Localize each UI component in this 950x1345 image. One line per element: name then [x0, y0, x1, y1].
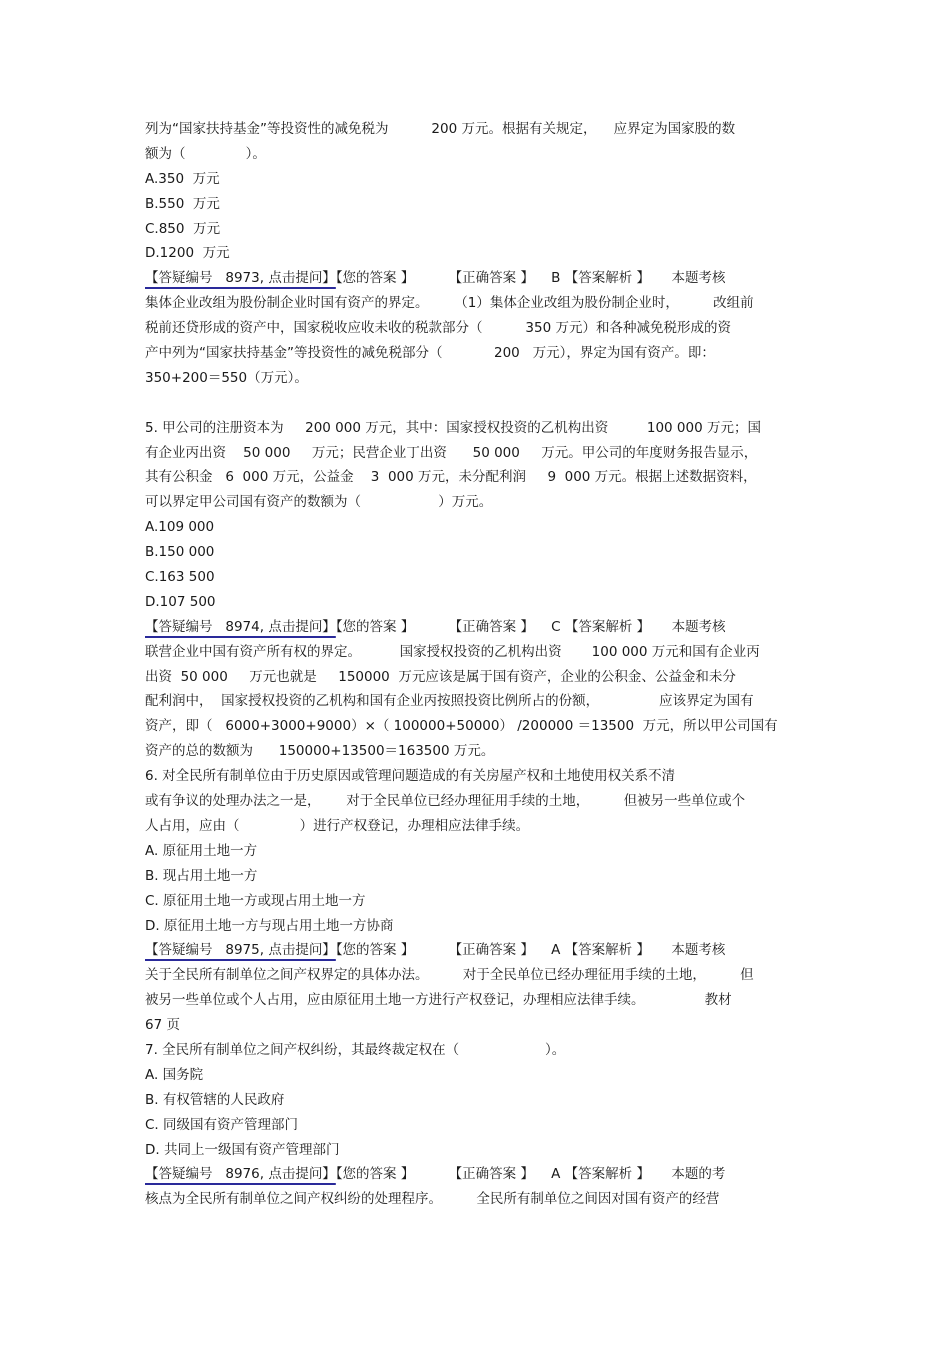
question-7-line: 7. 全民所有制单位之间产权纠纷，其最终裁定权在（ ）。	[145, 1041, 566, 1058]
option-d: D. 原征用土地一方与现占用土地一方协商	[145, 917, 394, 934]
answer-labels: 【您的答案 】 【正确答案 】 B 【答案解析 】 本题考核	[335, 270, 726, 287]
option-b: B. 现占用土地一方	[145, 867, 258, 884]
explanation-line: 资产，即（ 6000+3000+9000）×（ 100000+50000） /200000 ＝13500 万元，所以甲公司国有	[145, 718, 778, 735]
explanation-line: 67 页	[145, 1017, 180, 1034]
option-a: A. 国务院	[145, 1066, 204, 1083]
blank-line	[145, 391, 810, 416]
answer-bar	[145, 1162, 810, 1187]
answer-labels: 【您的答案 】 【正确答案 】 A 【答案解析 】 本题的考	[335, 1166, 726, 1183]
answer-labels: 【您的答案 】 【正确答案 】 C 【答案解析 】 本题考核	[335, 618, 726, 635]
explanation-line: 被另一些单位或个人占用，应由原征用土地一方进行产权登记，办理相应法律手续。 教材	[145, 992, 732, 1009]
document-body	[145, 117, 810, 1212]
text-line: 列为“国家扶持基金”等投资性的减免税为 200 万元。根据有关规定， 应界定为国家股的数	[145, 121, 736, 137]
explanation-line: 关于全民所有制单位之间产权界定的具体办法。 对于全民单位已经办理征用手续的土地， 但	[145, 967, 754, 984]
option-b: B. 有权管辖的人民政府	[145, 1091, 285, 1108]
question-5-line: 5. 甲公司的注册资本为 200 000 万元，其中：国家授权投资的乙机构出资 100 000 万元；国	[145, 419, 761, 436]
question-6-line: 人占用，应由（ ）进行产权登记，办理相应法律手续。	[145, 817, 530, 834]
explanation-line: 配利润中， 国家授权投资的乙机构和国有企业丙按照投资比例所占的份额， 应该界定为国有	[145, 693, 754, 710]
option-a: A.350 万元	[145, 170, 220, 187]
answer-bar	[145, 266, 810, 291]
explanation-line: 产中列为“国家扶持基金”等投资性的减免税部分（ 200 万元），界定为国有资产。即：	[145, 345, 715, 362]
option-a: A. 原征用土地一方	[145, 842, 258, 859]
explanation-line: 出资 50 000 万元也就是 150000 万元应该是属于国有资产，企业的公积金、公益金和未分	[145, 668, 736, 685]
option-c: C.850 万元	[145, 220, 221, 237]
explanation-line: 税前还贷形成的资产中，国家税收应收未收的税款部分（ 350 万元）和各种减免税形成的资	[145, 320, 731, 337]
question-6-line: 或有争议的处理办法之一是， 对于全民单位已经办理征用手续的土地， 但被另一些单位或个	[145, 793, 746, 810]
question-link-8976[interactable]: 【答疑编号 8976, 点击提问】	[145, 1166, 336, 1183]
option-b: B.150 000	[145, 544, 215, 561]
question-5-line: 有企业丙出资 50 000 万元；民营企业丁出资 50 000 万元。甲公司的年度财务报告显示，	[145, 444, 758, 461]
question-5-line: 其有公积金 6 000 万元，公益金 3 000 万元，未分配利润 9 000 万元。根据上述数据资料，	[145, 469, 757, 486]
explanation-line: 350+200＝550（万元）。	[145, 369, 308, 386]
option-d: D.1200 万元	[145, 245, 230, 262]
explanation-line: 资产的总的数额为 150000+13500＝163500 万元。	[145, 743, 495, 760]
option-a: A.109 000	[145, 519, 215, 536]
explanation-line: 集体企业改组为股份制企业时国有资产的界定。 （1）集体企业改组为股份制企业时， 改组前	[145, 295, 754, 312]
answer-labels: 【您的答案 】 【正确答案 】 A 【答案解析 】 本题考核	[335, 942, 726, 959]
explanation-line: 联营企业中国有资产所有权的界定。 国家授权投资的乙机构出资 100 000 万元和国有企业丙	[145, 643, 760, 660]
option-c: C. 同级国有资产管理部门	[145, 1116, 299, 1133]
option-c: C. 原征用土地一方或现占用土地一方	[145, 892, 366, 909]
question-6-line: 6. 对全民所有制单位由于历史原因或管理问题造成的有关房屋产权和土地使用权关系不清	[145, 768, 676, 785]
option-c: C.163 500	[145, 569, 215, 586]
option-d: D. 共同上一级国有资产管理部门	[145, 1141, 340, 1158]
option-d: D.107 500	[145, 593, 216, 610]
question-link-8975[interactable]: 【答疑编号 8975, 点击提问】	[145, 942, 336, 959]
question-link-8973[interactable]: 【答疑编号 8973, 点击提问】	[145, 270, 336, 287]
option-b: B.550 万元	[145, 195, 220, 212]
explanation-line: 核点为全民所有制单位之间产权纠纷的处理程序。 全民所有制单位之间因对国有资产的经营	[145, 1191, 720, 1208]
question-5-line: 可以界定甲公司国有资产的数额为（ ）万元。	[145, 494, 493, 511]
answer-bar	[145, 615, 810, 640]
text-line: 额为（ ）。	[145, 145, 266, 162]
question-link-8974[interactable]: 【答疑编号 8974, 点击提问】	[145, 618, 336, 635]
answer-bar	[145, 938, 810, 963]
